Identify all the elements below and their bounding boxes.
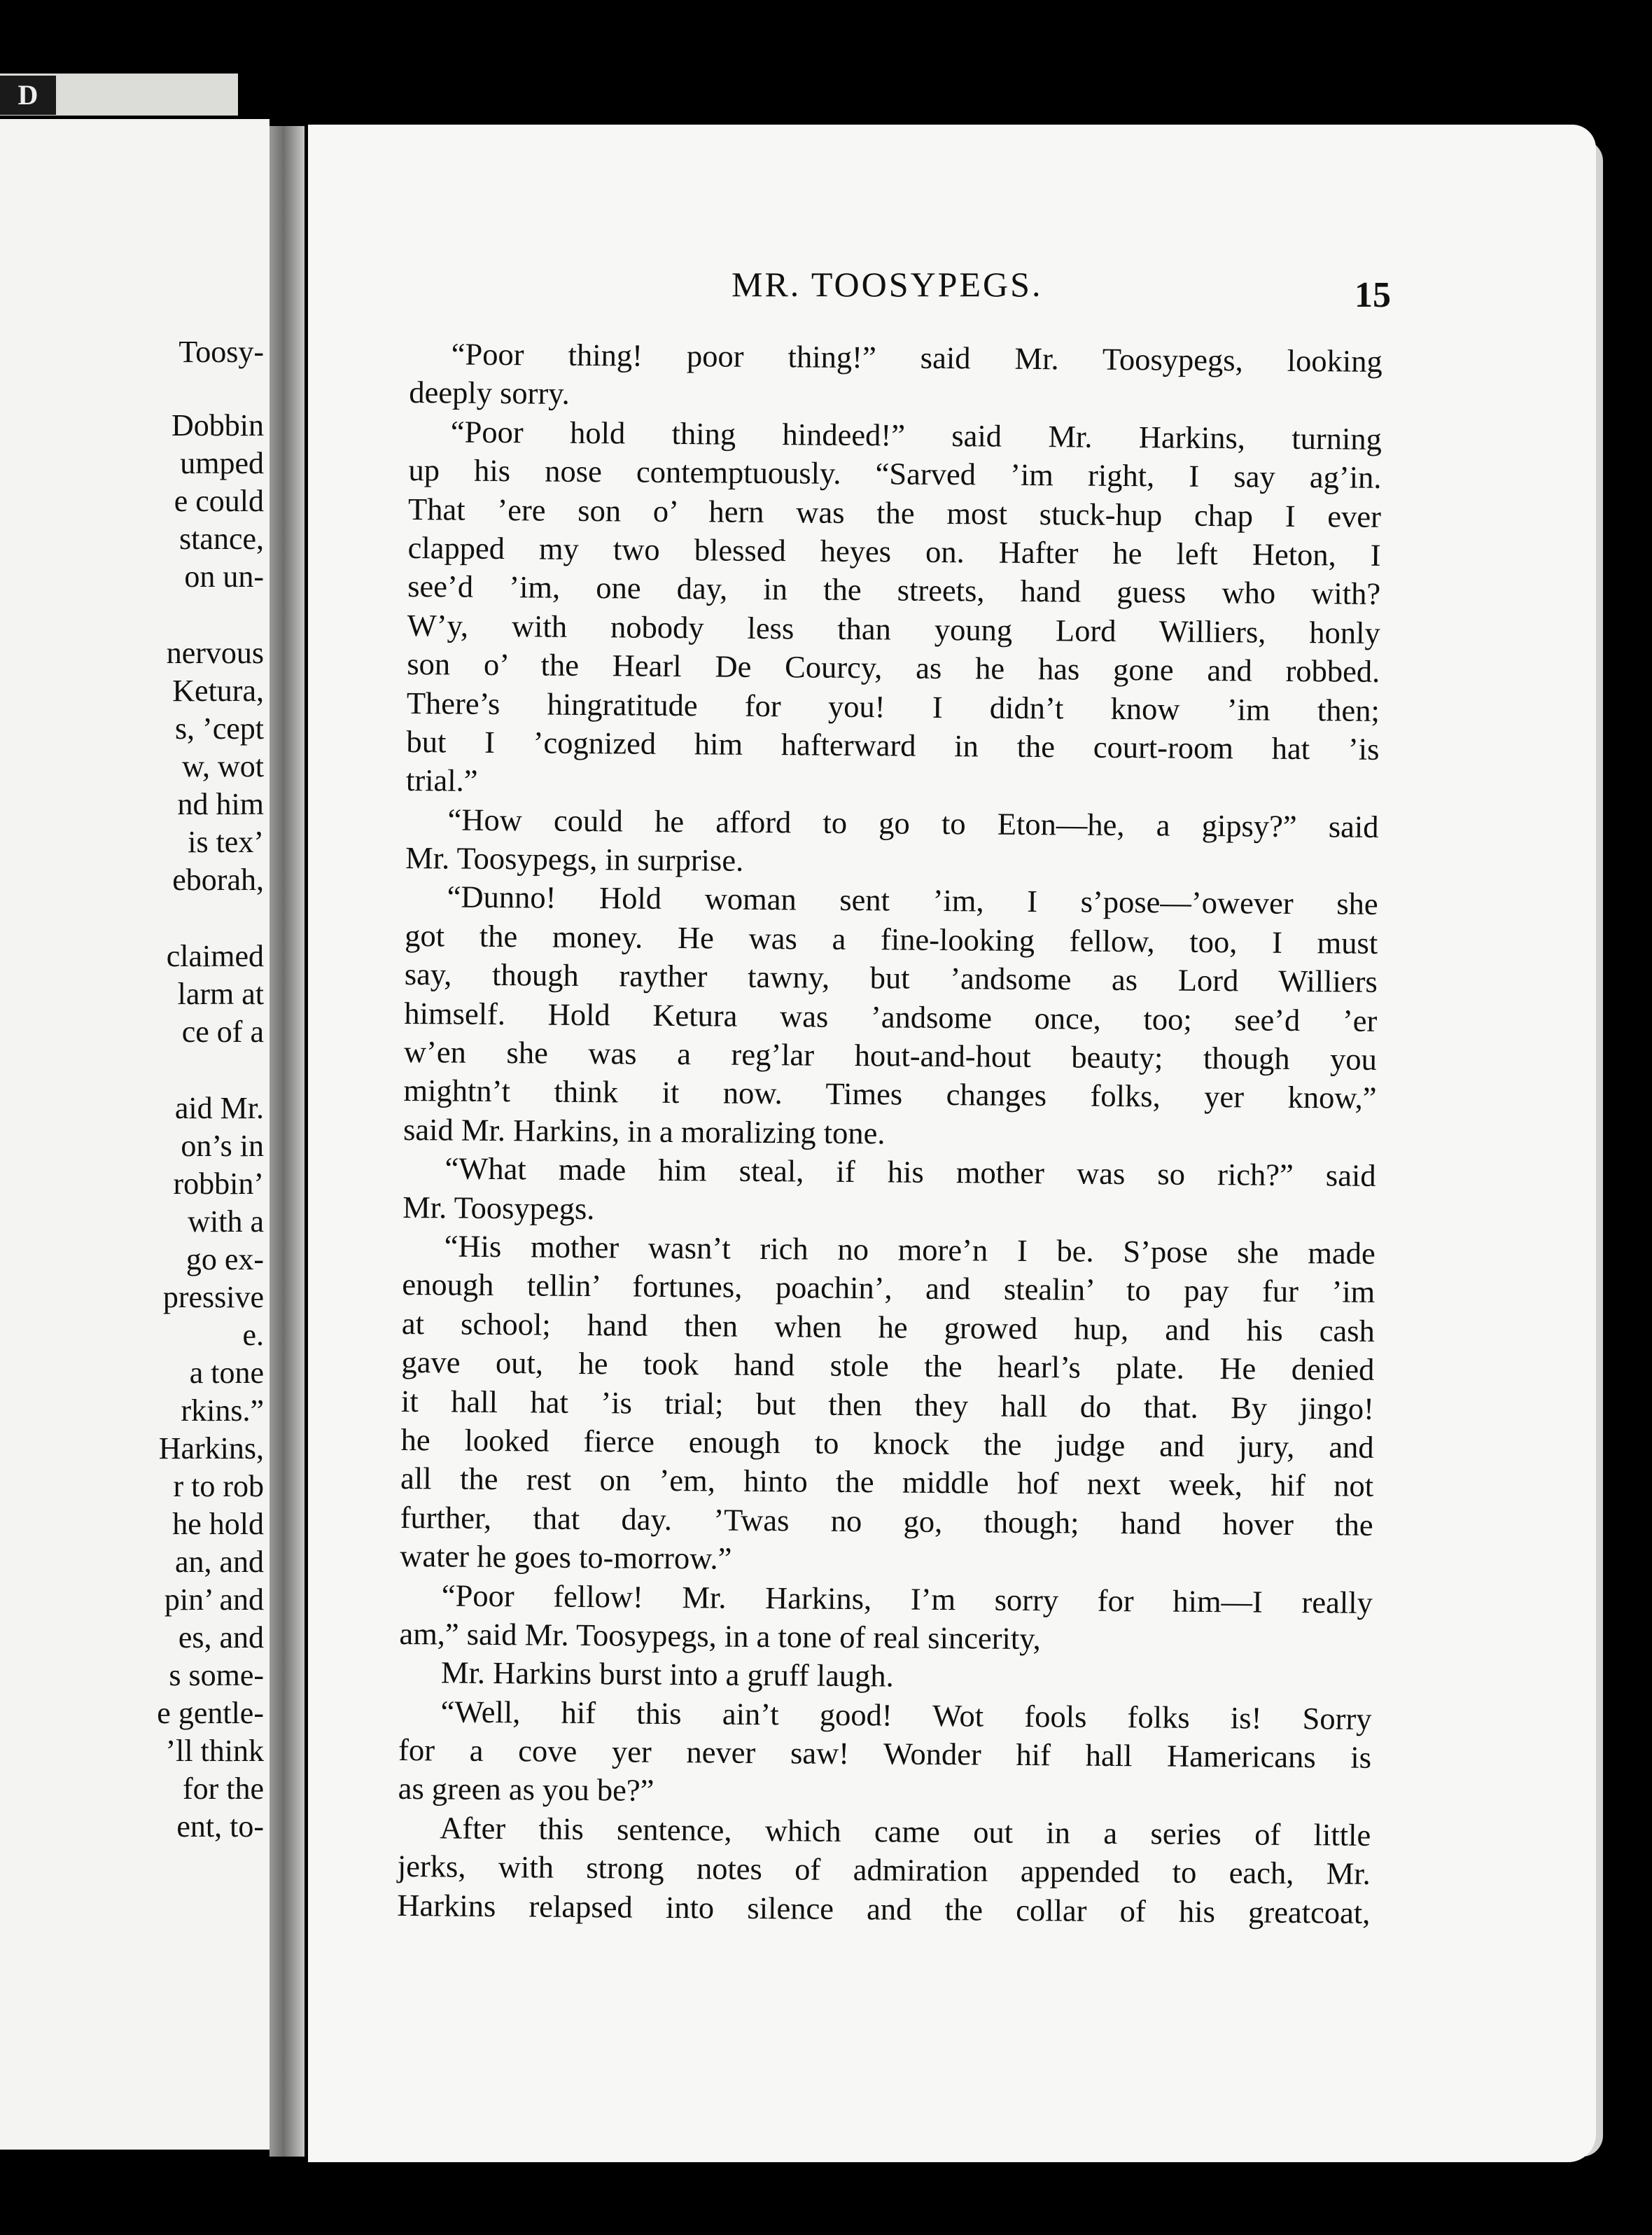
- left-page-line: umped: [180, 446, 264, 480]
- text-line: trial.”: [405, 763, 478, 799]
- text-line: all the rest on ’em, hinto the middle hof next week, hif not: [400, 1461, 1374, 1504]
- text-line: gave out, he took hand stole the hearl’s plate. He denied: [401, 1344, 1375, 1388]
- text-line: deeply sorry.: [409, 375, 570, 412]
- running-head: MR. TOOSYPEGS.: [732, 265, 1043, 304]
- left-page-line: e.: [242, 1318, 264, 1352]
- left-page-line: ce of a: [181, 1015, 264, 1049]
- left-page-line: with a: [188, 1204, 264, 1239]
- page-gutter: [270, 126, 304, 2157]
- left-page-line: robbin’: [173, 1167, 264, 1201]
- left-page-line: Toosy-: [178, 335, 264, 369]
- text-line: jerks, with strong notes of admiration appended to each, Mr.: [397, 1848, 1371, 1892]
- left-page-line: rkins.”: [181, 1393, 264, 1428]
- text-line: am,” said Mr. Toosypegs, in a tone of real sincerity,: [399, 1615, 1041, 1657]
- left-page-line: an, and: [174, 1545, 264, 1579]
- text-line: After this sentence, which came out in a series of little: [440, 1810, 1371, 1853]
- left-page-line: s, ’cept: [174, 711, 264, 746]
- text-line: “Poor fellow! Mr. Harkins, I’m sorry for him—I really: [441, 1577, 1373, 1620]
- body-text: [397, 335, 1382, 1933]
- text-line: himself. Hold Ketura was ’andsome once, too; see’d ’er: [404, 995, 1378, 1038]
- text-line: said Mr. Harkins, in a moralizing tone.: [402, 1111, 886, 1151]
- text-line: for a cove yer never saw! Wonder hif hall Hamericans is: [398, 1732, 1372, 1775]
- left-page-line: a tone: [189, 1356, 264, 1390]
- left-page-line: nd him: [177, 787, 264, 821]
- left-page-line: ent, to-: [176, 1809, 264, 1844]
- text-line: There’s hingratitude for you! I didn’t know ’im then;: [406, 685, 1380, 728]
- text-line: see’d ’im, one day, in the streets, hand guess who with?: [407, 569, 1381, 612]
- binding-mark: D: [0, 76, 56, 115]
- text-line: “Poor hold thing hindeed!” said Mr. Harkins, turning: [450, 414, 1382, 457]
- left-page-line: nervous: [166, 636, 264, 670]
- left-page-line: is tex’: [188, 825, 264, 859]
- left-page-line: for the: [182, 1771, 264, 1806]
- text-line: “What made him steal, if his mother was so rich?” said: [444, 1150, 1376, 1194]
- left-page-line: pin’ and: [164, 1582, 264, 1617]
- text-line: at school; hand then when he growed hup, and his cash: [401, 1305, 1376, 1349]
- text-line: he looked fierce enough to knock the judge and jury, and: [400, 1421, 1374, 1465]
- left-page-line: aid Mr.: [174, 1091, 264, 1125]
- left-page-line: es, and: [178, 1620, 264, 1655]
- left-page-line: w, wot: [182, 749, 264, 784]
- left-page-line: e gentle-: [157, 1696, 264, 1730]
- left-page-line: go ex-: [186, 1242, 264, 1276]
- text-line: W’y, with nobody less than young Lord Williers, honly: [407, 607, 1380, 650]
- left-facing-page: [0, 119, 270, 2150]
- text-line: but I ’cognized him hafterward in the court-room hat ’is: [406, 723, 1380, 767]
- page-number: 15: [1354, 275, 1391, 315]
- text-line: That ’ere son o’ hern was the most stuck-hup chap I ever: [407, 491, 1382, 534]
- text-line: mightn’t think it now. Times changes folks, yer know,”: [403, 1073, 1377, 1116]
- left-page-line: larm at: [177, 977, 264, 1011]
- left-page-line: ’ll think: [165, 1734, 264, 1768]
- left-page-line: r to rob: [173, 1469, 264, 1503]
- text-line: up his nose contemptuously. “Sarved ’im right, I say ag’in.: [408, 452, 1382, 496]
- left-page-line: s some-: [169, 1658, 264, 1692]
- text-line: Mr. Toosypegs, in surprise.: [405, 840, 744, 878]
- left-page-line: on’s in: [181, 1129, 264, 1163]
- text-line: Mr. Toosypegs.: [402, 1189, 595, 1226]
- text-line: it hall hat ’is trial; but then they hall do that. By jingo!: [400, 1383, 1375, 1426]
- text-line: as green as you be?”: [398, 1771, 654, 1809]
- text-line: son o’ the Hearl De Courcy, as he has gone and robbed.: [407, 646, 1380, 690]
- left-page-line: stance,: [179, 522, 264, 556]
- text-line: “Poor thing! poor thing!” said Mr. Toosypegs, looking: [451, 336, 1382, 379]
- left-page-line: on un-: [184, 559, 264, 594]
- left-page-line: eborah,: [172, 863, 264, 897]
- text-line: water he goes to-morrow.”: [400, 1538, 732, 1576]
- left-page-line: Harkins,: [158, 1431, 264, 1465]
- text-line: enough tellin’ fortunes, poachin’, and stealin’ to pay fur ’im: [402, 1267, 1376, 1310]
- left-page-line: claimed: [166, 939, 264, 973]
- text-line: “Well, hif this ain’t good! Wot fools folks is! Sorry: [440, 1694, 1372, 1736]
- text-line: clapped my two blessed heyes on. Hafter he left Heton, I: [407, 529, 1381, 573]
- text-line: “How could he afford to go to Eton—he, a gipsy?” said: [447, 802, 1379, 844]
- left-page-line: Dobbin: [172, 408, 264, 443]
- left-page-line: pressive: [162, 1280, 264, 1314]
- left-page-line: Ketura,: [172, 674, 264, 708]
- text-line: say, though rayther tawny, but ’andsome as Lord Williers: [404, 956, 1378, 1000]
- text-line: w’en she was a reg’lar hout-and-hout beauty; though you: [403, 1034, 1378, 1077]
- text-line: Harkins relapsed into silence and the collar of his greatcoat,: [397, 1887, 1371, 1930]
- text-line: Mr. Harkins burst into a gruff laugh.: [440, 1655, 894, 1694]
- text-line: “Dunno! Hold woman sent ’im, I s’pose—’owever she: [447, 879, 1378, 922]
- text-line: “His mother wasn’t rich no more’n I be. S’pose she made: [444, 1228, 1376, 1271]
- text-line: further, that day. ’Twas no go, though; hand hover the: [400, 1499, 1373, 1543]
- left-page-line: e could: [174, 484, 264, 518]
- text-line: got the money. He was a fine-looking fellow, too, I must: [405, 917, 1378, 961]
- left-page-line: he hold: [172, 1507, 264, 1541]
